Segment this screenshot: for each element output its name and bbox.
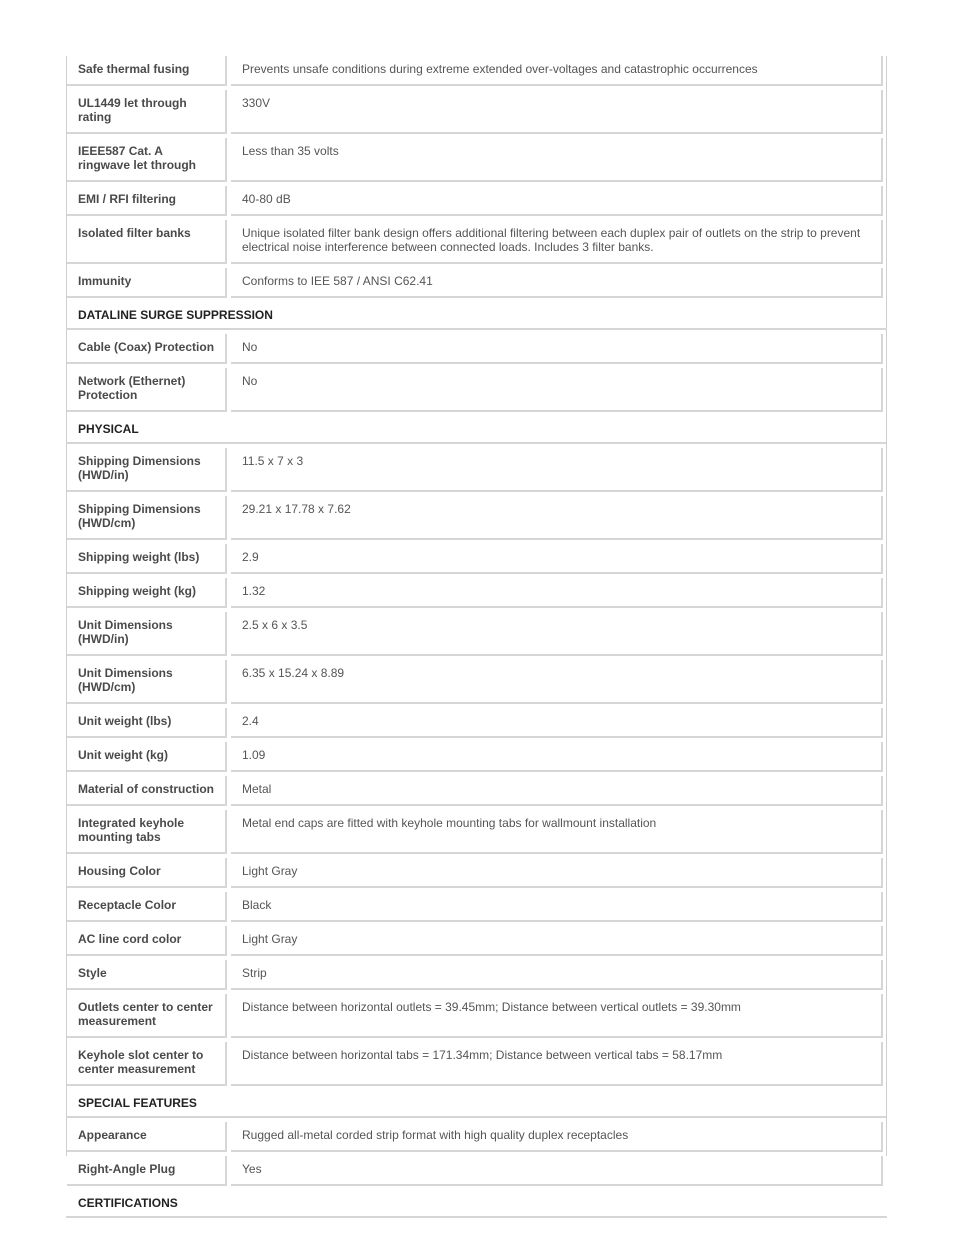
- section-title: DATALINE SURGE SUPPRESSION: [78, 308, 273, 322]
- spec-value: Light Gray: [231, 858, 883, 888]
- spec-row: [66, 496, 887, 544]
- spec-value: Distance between horizontal outlets = 39.45mm; Distance between vertical outlets = 39.30mm: [231, 994, 883, 1038]
- spec-row: [66, 994, 887, 1042]
- section-header: [66, 1090, 887, 1118]
- spec-row: [66, 448, 887, 496]
- spec-value: 6.35 x 15.24 x 8.89: [231, 660, 883, 704]
- spec-row: [66, 612, 887, 660]
- spec-label: Keyhole slot center to center measurement: [67, 1042, 227, 1086]
- spec-label: Appearance: [67, 1122, 227, 1152]
- spec-row: [66, 544, 887, 578]
- spec-value: Unique isolated filter bank design offers additional filtering between each duplex pair of outlets on the strip to prevent electrical noise interference between connected loads. Includes 3 filter banks.: [231, 220, 883, 264]
- spec-row: [66, 776, 887, 810]
- spec-value: 1.32: [231, 578, 883, 608]
- spec-row: [66, 810, 887, 858]
- spec-label: Unit Dimensions (HWD/in): [67, 612, 227, 656]
- spec-value: 29.21 x 17.78 x 7.62: [231, 496, 883, 540]
- spec-value: 2.4: [231, 708, 883, 738]
- spec-row: [66, 56, 887, 90]
- spec-row: [66, 268, 887, 302]
- spec-value: 11.5 x 7 x 3: [231, 448, 883, 492]
- spec-label: EMI / RFI filtering: [67, 186, 227, 216]
- section-title: SPECIAL FEATURES: [78, 1096, 197, 1110]
- section-header: [66, 1190, 887, 1218]
- spec-value: Less than 35 volts: [231, 138, 883, 182]
- spec-row: [66, 1156, 887, 1190]
- spec-value: 2.9: [231, 544, 883, 574]
- spec-value: Rugged all-metal corded strip format with high quality duplex receptacles: [231, 1122, 883, 1152]
- spec-label: Safe thermal fusing: [67, 56, 227, 86]
- spec-row: [66, 220, 887, 268]
- spec-value: No: [231, 334, 883, 364]
- spec-row: [66, 1122, 887, 1156]
- spec-label: IEEE587 Cat. A ringwave let through: [67, 138, 227, 182]
- spec-label: Shipping weight (kg): [67, 578, 227, 608]
- spec-row: [66, 90, 887, 138]
- spec-value: Black: [231, 892, 883, 922]
- spec-value: Light Gray: [231, 926, 883, 956]
- spec-label: Unit weight (lbs): [67, 708, 227, 738]
- spec-label: Outlets center to center measurement: [67, 994, 227, 1038]
- spec-value: Yes: [231, 1156, 883, 1186]
- spec-row: [66, 960, 887, 994]
- spec-value: Strip: [231, 960, 883, 990]
- section-title: PHYSICAL: [78, 422, 139, 436]
- spec-label: Integrated keyhole mounting tabs: [67, 810, 227, 854]
- spec-value: No: [231, 368, 883, 412]
- spec-row: [66, 368, 887, 416]
- spec-label: Unit Dimensions (HWD/cm): [67, 660, 227, 704]
- spec-value: 2.5 x 6 x 3.5: [231, 612, 883, 656]
- spec-value: Conforms to IEE 587 / ANSI C62.41: [231, 268, 883, 298]
- spec-row: [66, 742, 887, 776]
- spec-label: Network (Ethernet) Protection: [67, 368, 227, 412]
- spec-row: [66, 708, 887, 742]
- spec-label: Shipping weight (lbs): [67, 544, 227, 574]
- spec-label: UL1449 let through rating: [67, 90, 227, 134]
- spec-value: Prevents unsafe conditions during extreme extended over-voltages and catastrophic occurrences: [231, 56, 883, 86]
- spec-label: Style: [67, 960, 227, 990]
- spec-row: [66, 892, 887, 926]
- spec-row: [66, 858, 887, 892]
- section-header: [66, 302, 887, 330]
- spec-value: Distance between horizontal tabs = 171.34mm; Distance between vertical tabs = 58.17mm: [231, 1042, 883, 1086]
- spec-value: Metal: [231, 776, 883, 806]
- spec-label: Shipping Dimensions (HWD/in): [67, 448, 227, 492]
- spec-row: [66, 334, 887, 368]
- spec-value: Metal end caps are fitted with keyhole mounting tabs for wallmount installation: [231, 810, 883, 854]
- spec-value: 1.09: [231, 742, 883, 772]
- spec-row: [66, 926, 887, 960]
- spec-label: Cable (Coax) Protection: [67, 334, 227, 364]
- section-title: CERTIFICATIONS: [78, 1196, 178, 1210]
- spec-row: [66, 578, 887, 612]
- spec-label: Shipping Dimensions (HWD/cm): [67, 496, 227, 540]
- spec-label: Material of construction: [67, 776, 227, 806]
- spec-row: [66, 138, 887, 186]
- spec-label: Immunity: [67, 268, 227, 298]
- spec-row: [66, 186, 887, 220]
- spec-value: 330V: [231, 90, 883, 134]
- spec-row: [66, 660, 887, 708]
- section-header: [66, 416, 887, 444]
- spec-value: 40-80 dB: [231, 186, 883, 216]
- spec-label: AC line cord color: [67, 926, 227, 956]
- spec-label: Receptacle Color: [67, 892, 227, 922]
- spec-table: [66, 56, 887, 1218]
- spec-label: Housing Color: [67, 858, 227, 888]
- spec-label: Isolated filter banks: [67, 220, 227, 264]
- spec-row: [66, 1042, 887, 1090]
- spec-label: Unit weight (kg): [67, 742, 227, 772]
- spec-label: Right-Angle Plug: [67, 1156, 227, 1186]
